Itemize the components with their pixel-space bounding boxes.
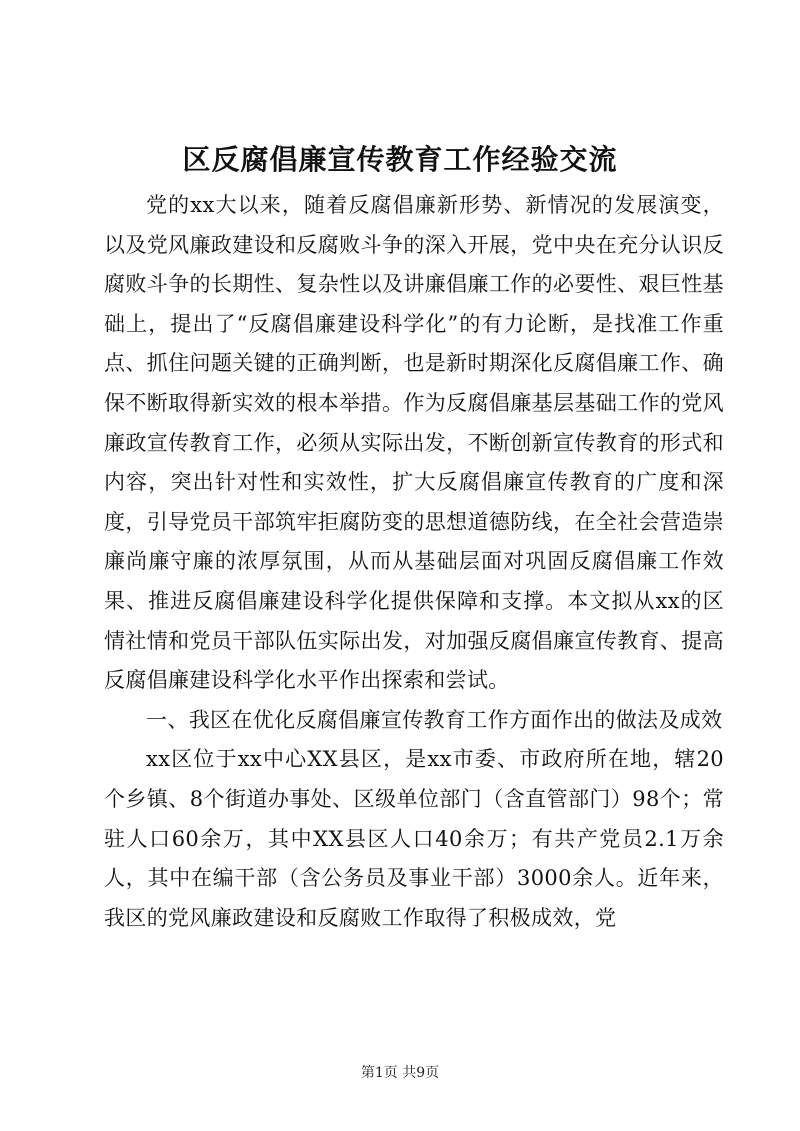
paragraph-intro: 党的xx大以来，随着反腐倡廉新形势、新情况的发展演变，以及党风廉政建设和反腐败斗争的深入开展，党中央在充分认识反腐败斗争的长期性、复杂性以及讲廉倡廉工作的必要性、艰巨性基础上，提出了“反腐倡廉建设科学化”的有力论断，是找准工作重点、抓住问题关键的正确判断，也是新时期深化反腐倡廉工作、确保不断取得新实效的根本举措。作为反腐倡廉基层基础工作的党风廉政宣传教育工作，必须从实际出发，不断创新宣传教育的形式和内容，突出针对性和实效性，扩大反腐倡廉宣传教育的广度和深度，引导党员干部筑牢拒腐防变的思想道德防线，在全社会营造崇廉尚廉守廉的浓厚氛围，从而从基础层面对巩固反腐倡廉工作效果、推进反腐倡廉建设科学化提供保障和支撑。本文拟从xx的区情社情和党员干部队伍实际出发，对加强反腐倡廉宣传教育、提高反腐倡廉建设科学化水平作出探索和尝试。 [104, 193, 724, 693]
document-body [104, 186, 724, 938]
section-heading-1: 一、我区在优化反腐倡廉宣传教育工作方面作出的做法及成效 [146, 707, 723, 732]
page-number-footer: 第1页 共9页 [360, 1065, 440, 1081]
paragraph-district-overview: xx区位于xx中心XX县区，是xx市委、市政府所在地，辖20个乡镇、8个街道办事处、区级单位部门（含直管部门）98个；常驻人口60余万，其中XX县区人口40余万；有共产党员2.1万余人，其中在编干部（含公务员及事业干部）3000余人。近年来，我区的党风廉政建设和反腐败工作取得了积极成效，党 [104, 747, 724, 930]
document-title: 区反腐倡廉宣传教育工作经验交流 [182, 143, 618, 176]
